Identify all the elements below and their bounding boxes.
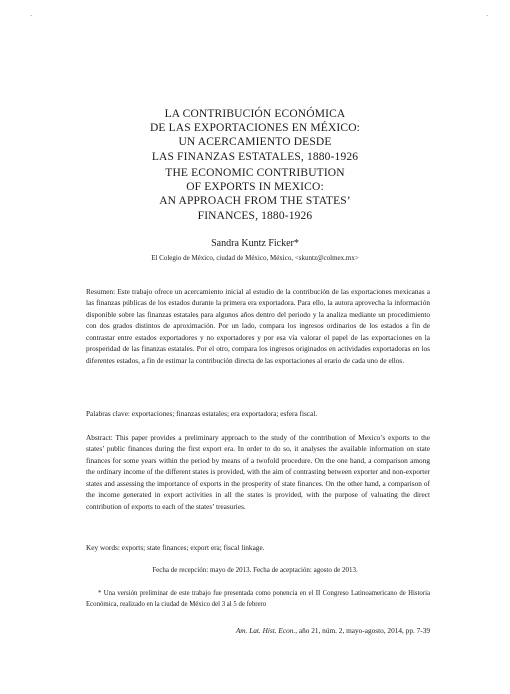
key-words-label: Key words: — [86, 543, 122, 552]
abstract-label: Abstract: — [86, 433, 116, 442]
author-name: Sandra Kuntz Ficker* — [211, 238, 299, 249]
resumen-text: Este trabajo ofrece un acercamiento inicial al estudio de la contribución de las exportaciones mexicanas a las finanzas públicas de los estados durante la primera era exportadora. Para ello, la autora aprovecha la información disponible sobre las finanzas estatales para algunos años dentro del periodo y la analiza mediante un procedimiento con dos grados distintos de aproximación. Por un lado, compara los ingresos ordinarios de los estados a fin de contrastar entre estados exportadores y no exportadores y por esa vía valorar el papel de las exportaciones en la prosperidad de las finanzas estatales. Por el otro, compara los ingresos originados en actividades exportadoras en los diferentes estados, a fin de estimar la contribución directa de las exportaciones al erario de cada uno de ellos. — [86, 287, 430, 365]
key-words-paragraph — [86, 542, 430, 553]
resumen-paragraph — [86, 286, 430, 366]
footnote: * Una versión preliminar de este trabajo fue presentada como ponencia en el II Congreso Latinoamericano de Historia Económica, realizado en la ciudad de México del 3 al 5 de febrero — [86, 590, 430, 608]
title-english-line: OF EXPORTS IN MEXICO: — [186, 181, 324, 194]
resumen-label: Resumen: — [86, 287, 118, 296]
palabras-clave-paragraph — [86, 408, 430, 419]
title-english-line: THE ECONOMIC CONTRIBUTION — [165, 167, 345, 179]
title-spanish — [0, 107, 510, 164]
title-spanish-line: UN ACERCAMIENTO DESDE — [178, 136, 332, 149]
journal-issue: , año 21, núm. 2, mayo-agosto, 2014, pp. 7-39 — [295, 626, 430, 635]
palabras-clave-label: Palabras clave: — [86, 409, 132, 418]
reception-dates: Fecha de recepción: mayo de 2013. Fecha de aceptación: agosto de 2013. — [152, 566, 358, 574]
crop-mark: ´ — [30, 14, 33, 22]
key-words-text: exports; state finances; export era; fiscal linkage. — [121, 543, 265, 552]
title-spanish-line: DE LAS EXPORTACIONES EN MÉXICO: — [149, 122, 361, 135]
crop-mark: ` — [486, 14, 489, 22]
abstract-text: This paper provides a preliminary approach to the study of the contribution of Mexico’s exports to the states’ public finances during the first export era. In order to do so, it analyses the available information on state finances for some years within the period by means of a twofold procedure. On the one hand, a comparison among the ordinary income of the different states is provided, with the aim of contrasting between exporter and non-exporter states and assessing the importance of exports in the prosperity of state finances. On the other hand, a comparison of the income generated in export activities in all the states is provided, with the purpose of valuating the direct contribution of exports to each of the states’ treasuries. — [86, 433, 430, 511]
journal-name: Am. Lat. Hist. Econ. — [235, 626, 296, 635]
title-english-line: AN APPROACH FROM THE STATES’ — [159, 195, 351, 208]
author-affiliation: El Colegio de México, ciudad de México, México, <skuntz@colmex.mx> — [151, 254, 359, 262]
abstract-paragraph — [86, 432, 430, 512]
palabras-clave-text: exportaciones; finanzas estatales; era exportadora; esfera fiscal. — [131, 409, 318, 418]
title-spanish-line: LAS FINANZAS ESTATALES, 1880-1926 — [151, 150, 359, 163]
title-english-line: FINANCES, 1880-1926 — [197, 209, 313, 222]
title-spanish-line: LA CONTRIBUCIÓN ECONÓMICA — [164, 108, 346, 120]
title-english — [0, 166, 510, 223]
journal-citation — [86, 626, 430, 635]
